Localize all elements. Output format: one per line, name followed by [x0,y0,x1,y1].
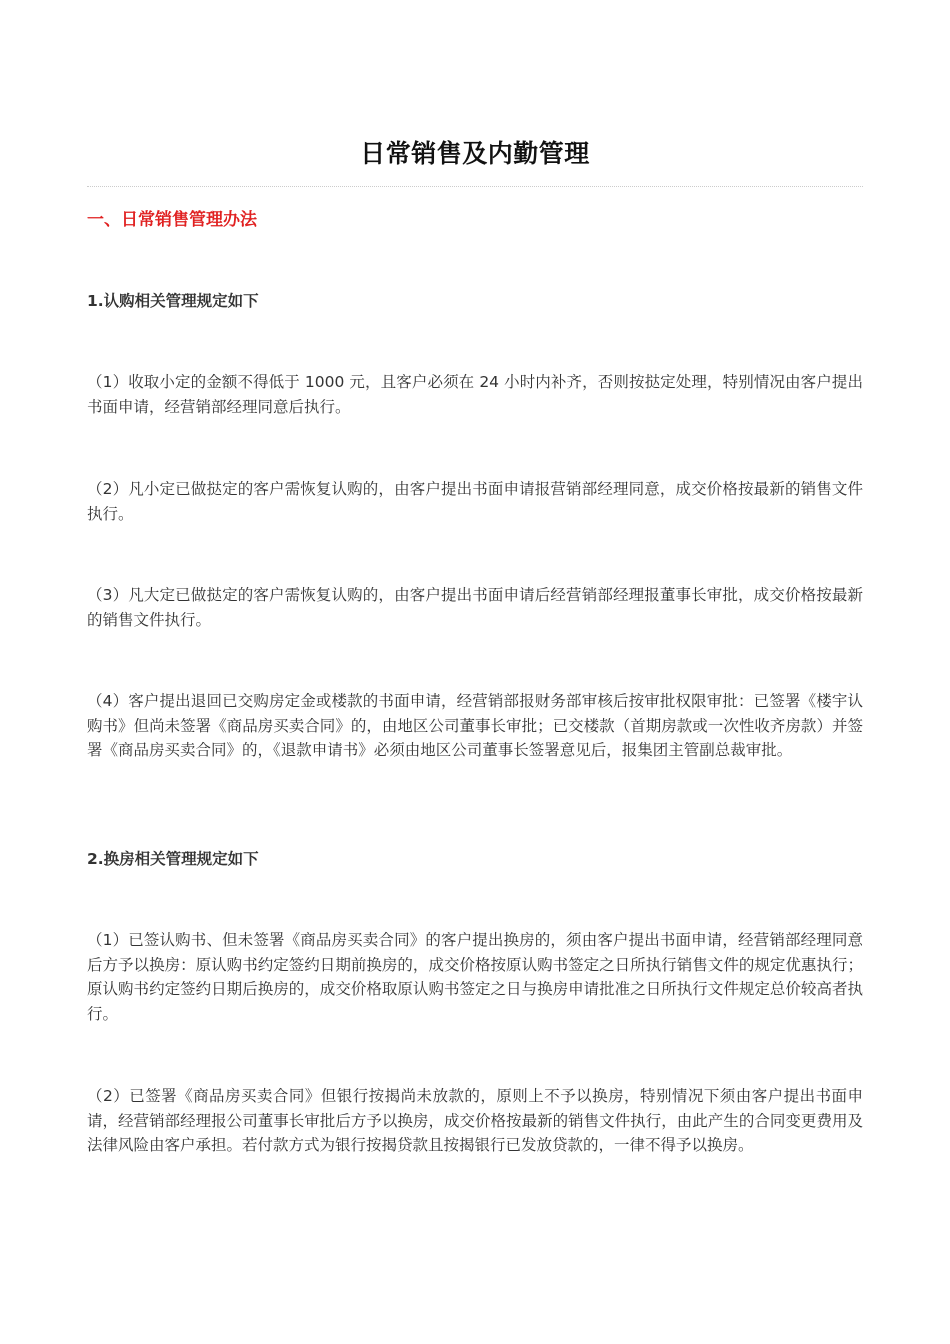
paragraph-item: （4）客户提出退回已交购房定金或楼款的书面申请，经营销部报财务部审核后按审批权限审批：已签署《楼宇认购书》但尚未签署《商品房买卖合同》的，由地区公司董事长审批；已交楼款（首期房款或一次性收齐房款）并签署《商品房买卖合同》的，《退款申请书》必须由地区公司董事长签署意见后，报集团主管副总裁审批。 [87,692,863,759]
paragraph-item: （2）凡小定已做挞定的客户需恢复认购的，由客户提出书面申请报营销部经理同意，成交价格按最新的销售文件执行。 [87,480,863,523]
title-divider [87,186,863,187]
paragraph-item: （2）已签署《商品房买卖合同》但银行按揭尚未放款的，原则上不予以换房，特别情况下须由客户提出书面申请，经营销部经理报公司董事长审批后方予以换房，成交价格按最新的销售文件执行，由此产生的合同变更费用及法律风险由客户承担。若付款方式为银行按揭贷款且按揭银行已发放贷款的，一律不得予以换房。 [87,1087,863,1154]
paragraph-item: （3）凡大定已做挞定的客户需恢复认购的，由客户提出书面申请后经营销部经理报董事长审批，成交价格按最新的销售文件执行。 [87,586,863,629]
paragraph-item: （1）已签认购书、但未签署《商品房买卖合同》的客户提出换房的，须由客户提出书面申请，经营销部经理同意后方予以换房：原认购书约定签约日期前换房的，成交价格按原认购书签定之日所执行销售文件的规定优惠执行；原认购书约定签约日期后换房的，成交价格取原认购书签定之日与换房申请批准之日所执行文件规定总价较高者执行。 [87,931,863,1023]
section-heading: 一、日常销售管理办法 [87,210,257,230]
subsection-heading-subscription: 1.认购相关管理规定如下 [87,292,259,310]
subsection-heading-room-change: 2.换房相关管理规定如下 [87,850,259,868]
document-title: 日常销售及内勤管理 [360,139,590,168]
paragraph-item: （1）收取小定的金额不得低于 1000 元，且客户必须在 24 小时内补齐，否则按挞定处理，特别情况由客户提出书面申请，经营销部经理同意后执行。 [87,373,863,416]
